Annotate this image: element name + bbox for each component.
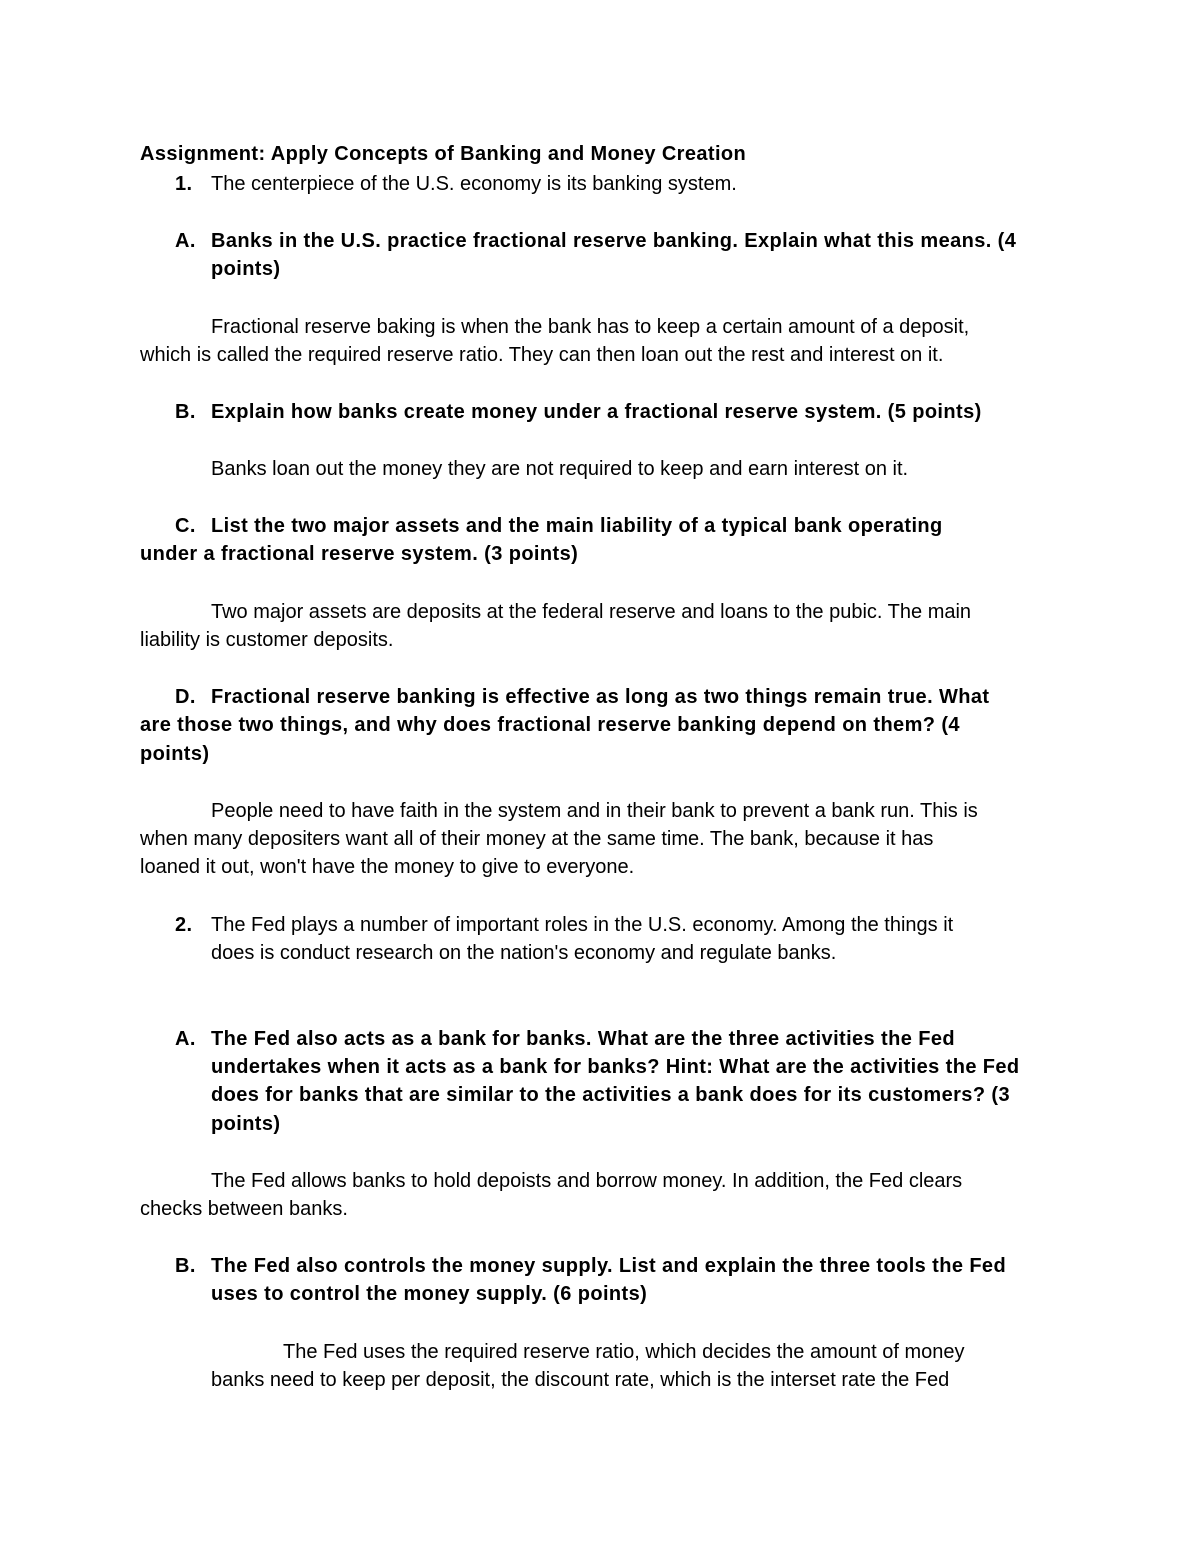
question-2a-text-line4: points) [211,1113,281,1135]
answer-1d-line3: loaned it out, won't have the money to give to everyone. [140,856,635,878]
question-2b-marker: B. [175,1255,196,1277]
question-2a-text-line1: The Fed also acts as a bank for banks. What are the three activities the Fed [211,1028,955,1050]
answer-2b-line1: The Fed uses the required reserve ratio, which decides the amount of money [283,1341,965,1363]
question-1a-text-line2: points) [211,258,281,280]
question-1d-text-line3: points) [140,743,210,765]
answer-2b-line2: banks need to keep per deposit, the discount rate, which is the interset rate the Fed [211,1369,950,1391]
question-1c-text-line1: List the two major assets and the main liability of a typical bank operating [211,515,943,537]
question-1-intro: The centerpiece of the U.S. economy is its banking system. [211,173,737,195]
question-1b-marker: B. [175,401,196,423]
question-2a-text-line2: undertakes when it acts as a bank for banks? Hint: What are the activities the Fed [211,1056,1020,1078]
answer-1d-line2: when many depositers want all of their money at the same time. The bank, because it has [140,828,934,850]
answer-2a-line2: checks between banks. [140,1198,348,1220]
answer-1b-line1: Banks loan out the money they are not required to keep and earn interest on it. [211,458,909,480]
question-1d-marker: D. [175,686,196,708]
question-1a-marker: A. [175,230,196,252]
question-2-number: 2. [175,914,193,936]
answer-2a-line1: The Fed allows banks to hold depoists and borrow money. In addition, the Fed clears [211,1170,963,1192]
answer-1c-line2: liability is customer deposits. [140,629,394,651]
question-2-intro-line1: The Fed plays a number of important roles in the U.S. economy. Among the things it [211,914,954,936]
question-2a-text-line3: does for banks that are similar to the activities a bank does for its customers? (3 [211,1084,1010,1106]
answer-1d-line1: People need to have faith in the system and in their bank to prevent a bank run. This is [211,800,978,822]
question-1b-text-line1: Explain how banks create money under a fractional reserve system. (5 points) [211,401,982,423]
question-1-number: 1. [175,173,193,195]
question-2b-text-line1: The Fed also controls the money supply. List and explain the three tools the Fed [211,1255,1007,1277]
question-2-intro-line2: does is conduct research on the nation's economy and regulate banks. [211,942,837,964]
answer-1c-line1: Two major assets are deposits at the federal reserve and loans to the pubic. The main [211,601,972,623]
question-1c-text-line2: under a fractional reserve system. (3 points) [140,543,579,565]
question-2a-marker: A. [175,1028,196,1050]
answer-1a-line1: Fractional reserve baking is when the bank has to keep a certain amount of a deposit, [211,316,970,338]
document-title: Assignment: Apply Concepts of Banking and Money Creation [140,143,747,165]
question-1a-text-line1: Banks in the U.S. practice fractional reserve banking. Explain what this means. (4 [211,230,1017,252]
question-2b-text-line2: uses to control the money supply. (6 points) [211,1283,648,1305]
question-1c-marker: C. [175,515,196,537]
answer-1a-line2: which is called the required reserve ratio. They can then loan out the rest and interest on it. [140,344,944,366]
question-1d-text-line1: Fractional reserve banking is effective as long as two things remain true. What [211,686,990,708]
question-1d-text-line2: are those two things, and why does fractional reserve banking depend on them? (4 [140,714,960,736]
